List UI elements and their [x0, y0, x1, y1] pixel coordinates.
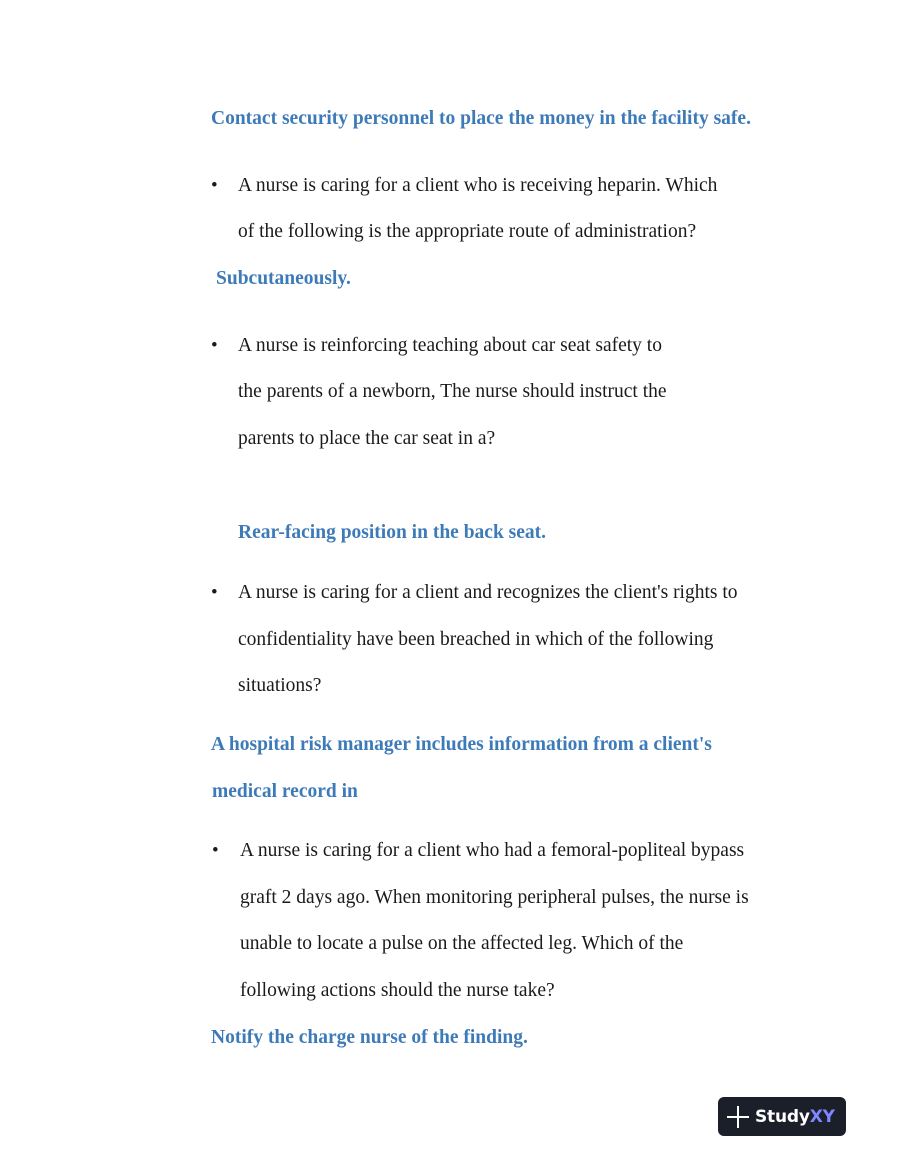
answer-text: Rear-facing position in the back seat. — [238, 522, 547, 543]
bullet: • — [212, 840, 219, 861]
question-text: situations? — [238, 675, 322, 696]
brand-name — [755, 1107, 835, 1127]
question-text: A nurse is caring for a client who is receiving heparin. Which — [238, 175, 718, 196]
question-text: A nurse is reinforcing teaching about car seat safety to — [238, 335, 662, 356]
question-text: parents to place the car seat in a? — [238, 428, 496, 449]
question-text: following actions should the nurse take? — [240, 980, 555, 1001]
bullet: • — [211, 175, 218, 196]
studyxy-logo-badge — [718, 1097, 846, 1136]
question-text: A nurse is caring for a client and recognizes the client's rights to — [238, 582, 738, 603]
question-text: the parents of a newborn, The nurse should instruct the — [238, 381, 667, 402]
question-text: A nurse is caring for a client who had a femoral-popliteal bypass — [240, 840, 745, 861]
answer-text: Notify the charge nurse of the finding. — [211, 1027, 528, 1048]
answer-text: medical record in — [212, 781, 358, 802]
brand-name-part2: XY — [809, 1106, 835, 1127]
plus-icon — [726, 1105, 750, 1129]
question-text: graft 2 days ago. When monitoring peripheral pulses, the nurse is — [240, 887, 749, 908]
question-text: of the following is the appropriate route of administration? — [238, 221, 697, 242]
answer-text: A hospital risk manager includes information from a client's — [211, 734, 712, 755]
answer-text: Subcutaneously. — [216, 268, 351, 289]
question-text: unable to locate a pulse on the affected leg. Which of the — [240, 933, 684, 954]
answer-text: Contact security personnel to place the money in the facility safe. — [211, 108, 751, 129]
bullet: • — [211, 582, 218, 603]
brand-name-part1: Study — [755, 1106, 810, 1127]
question-text: confidentiality have been breached in which of the following — [238, 629, 714, 650]
bullet: • — [211, 335, 218, 356]
